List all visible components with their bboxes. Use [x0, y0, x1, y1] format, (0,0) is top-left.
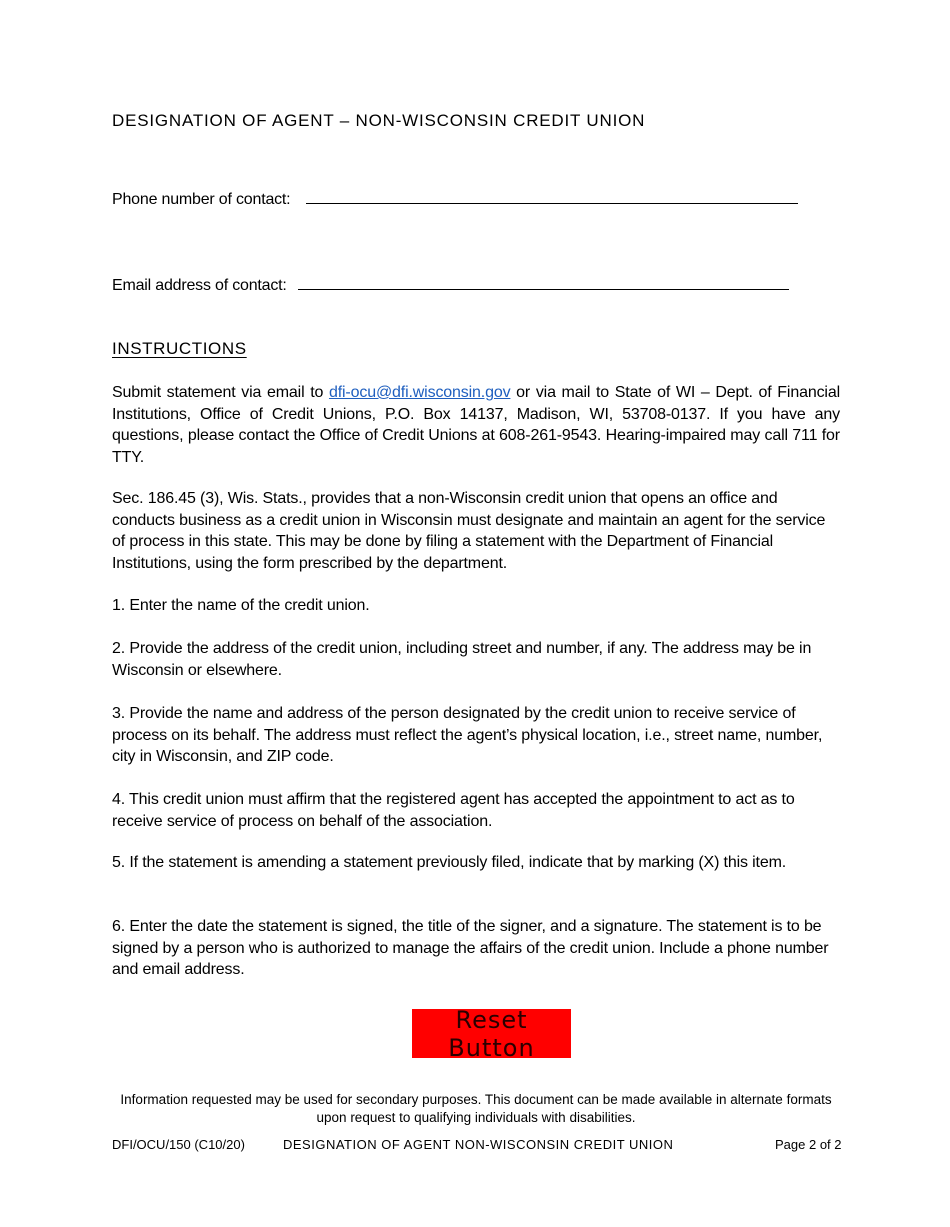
instruction-item-2: 2. Provide the address of the credit union, including street and number, if any. The address may be in Wisconsin or elsewhere. [112, 640, 812, 679]
instruction-item-3: 3. Provide the name and address of the person designated by the credit union to receive service of process on its behalf. The address must reflect the agent’s physical location, i.e., street name, number, city in Wisconsin, and ZIP code. [112, 705, 823, 765]
instruction-item-5: 5. If the statement is amending a statement previously filed, indicate that by marking (X) this item. [112, 854, 787, 871]
instruction-item-6: 6. Enter the date the statement is signed, the title of the signer, and a signature. The statement is to be signed by a person who is authorized to manage the affairs of the credit union. Include a phone number and email address. [112, 918, 829, 978]
instructions-heading: INSTRUCTIONS [112, 339, 247, 358]
footer-page-number: Page 2 of 2 [775, 1137, 842, 1152]
disability-notice: Information requested may be used for secondary purposes. This document can be made available in alternate formats upon request to qualifying individuals with disabilities. [120, 1092, 832, 1125]
submit-email-link[interactable]: dfi-ocu@dfi.wisconsin.gov [328, 384, 511, 401]
submit-paragraph [112, 382, 840, 468]
email-field-row [112, 275, 789, 295]
statute-paragraph: Sec. 186.45 (3), Wis. Stats., provides that a non-Wisconsin credit union that opens an office and conducts business as a credit union in Wisconsin must designate and maintain an agent for the service of process in this state. This may be done by filing a statement with the Department of Financial Institutions, using the form prescribed by the department. [112, 490, 826, 572]
footer-title: DESIGNATION OF AGENT NON-WISCONSIN CREDIT UNION [283, 1137, 674, 1152]
form-title: DESIGNATION OF AGENT – NON-WISCONSIN CREDIT UNION [112, 111, 646, 130]
phone-label: Phone number of contact: [112, 191, 291, 208]
email-label: Email address of contact: [112, 277, 287, 294]
instruction-item-1: 1. Enter the name of the credit union. [112, 597, 370, 614]
submit-prefix: Submit statement via email to [112, 384, 329, 401]
reset-button[interactable]: Reset Button [412, 1009, 571, 1058]
footer-form-code: DFI/OCU/150 (C10/20) [112, 1137, 245, 1152]
email-input[interactable] [298, 275, 789, 290]
phone-input[interactable] [306, 189, 798, 204]
submit-suffix: or via mail to State of WI – Dept. of Financial Institutions, Office of Credit Unions, P.O. Box 14137, Madison, WI, 53708-0137. If you have any questions, please contact the Office of Credit Unions at 608-261-9543. Hearing-impaired may call 711 for TTY. [112, 384, 840, 466]
phone-field-row [112, 189, 798, 209]
instruction-item-4: 4. This credit union must affirm that the registered agent has accepted the appointment to act as to receive service of process on behalf of the association. [112, 791, 795, 830]
